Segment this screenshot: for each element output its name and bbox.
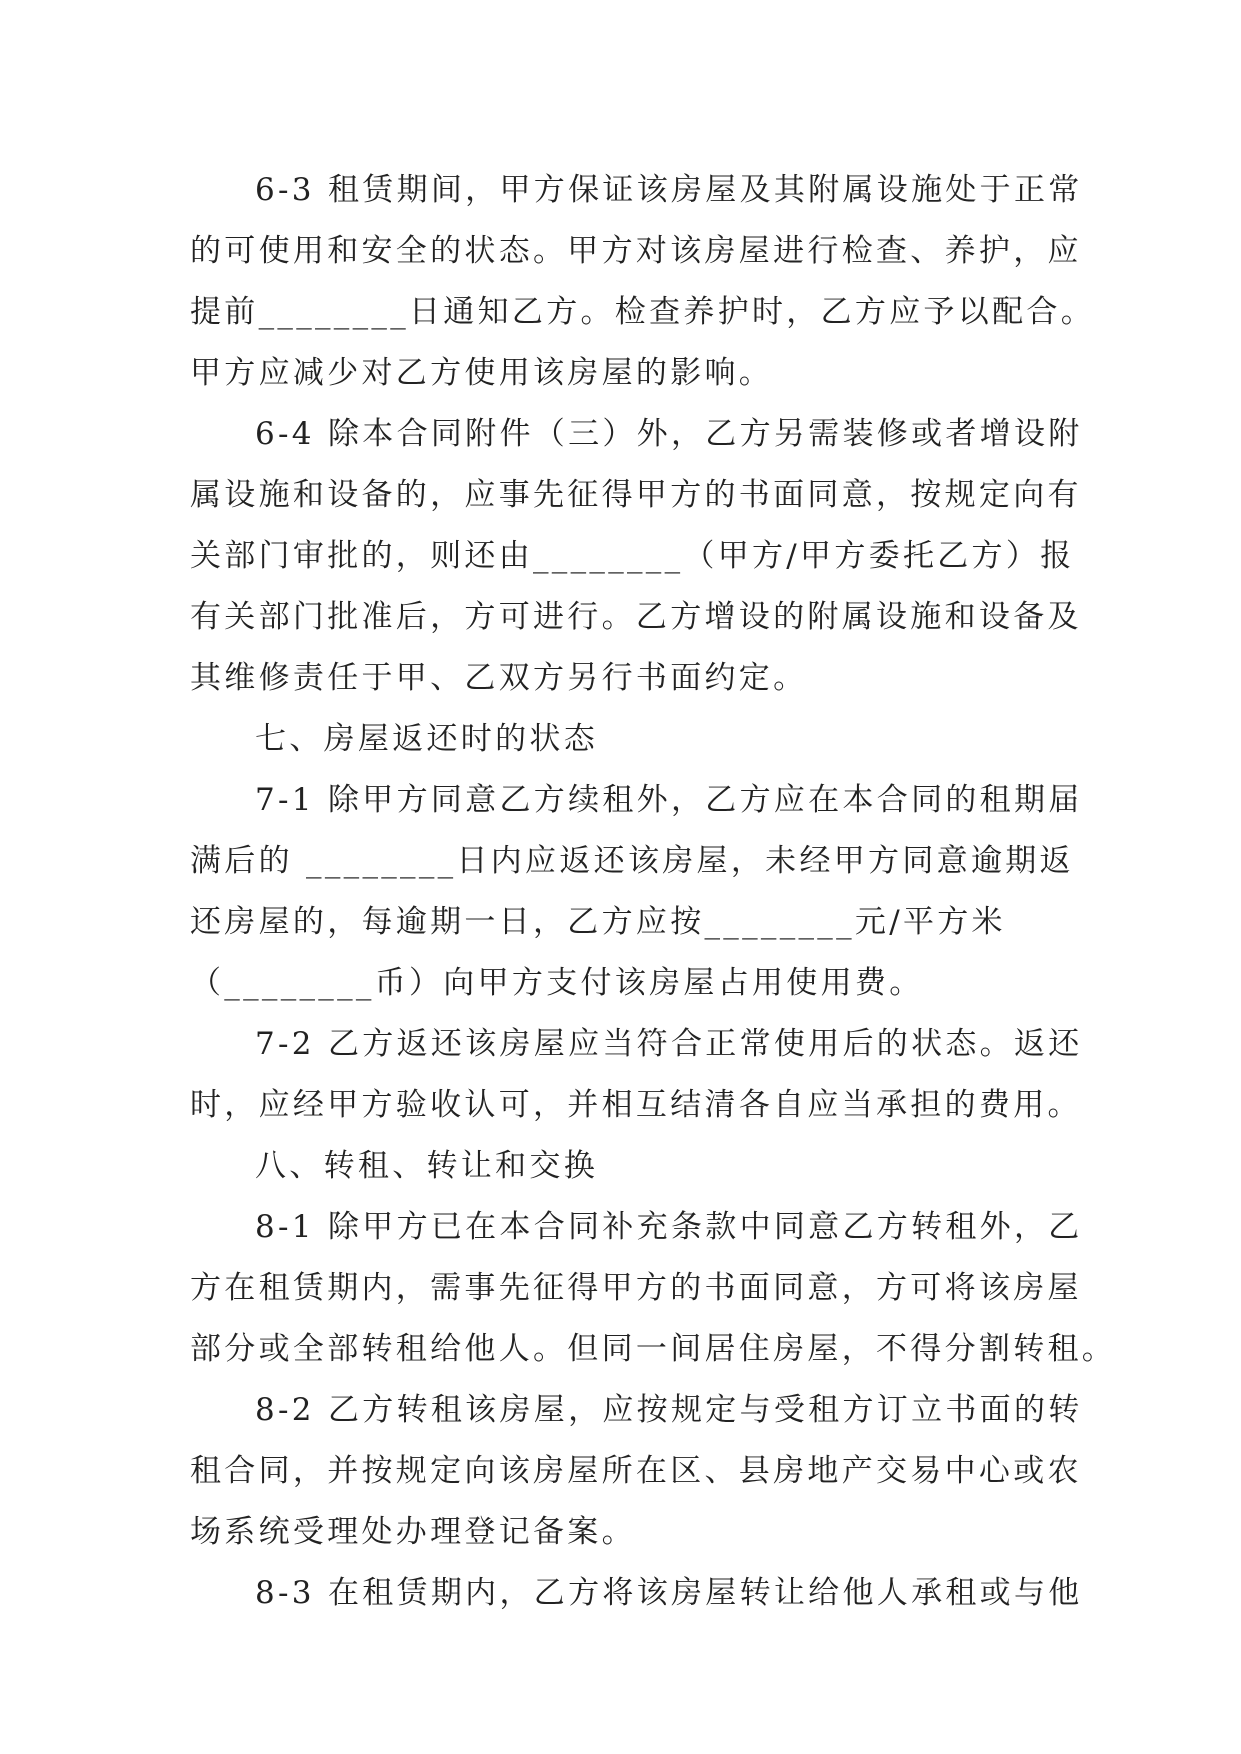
text-line: 有关部门批准后，方可进行。乙方增设的附属设施和设备及 bbox=[190, 599, 1082, 635]
text-line: 关部门审批的，则还由________（甲方/甲方委托乙方）报 bbox=[190, 538, 1075, 574]
text-line: 方在租赁期内，需事先征得甲方的书面同意，方可将该房屋 bbox=[190, 1270, 1082, 1306]
text-line: 甲方应减少对乙方使用该房屋的影响。 bbox=[190, 355, 774, 391]
text-line: 8-1 除甲方已在本合同补充条款中同意乙方转租外，乙 bbox=[255, 1209, 1083, 1245]
text-line: 部分或全部转租给他人。但同一间居住房屋，不得分割转租。 bbox=[190, 1331, 1117, 1367]
text-line: 其维修责任于甲、乙双方另行书面约定。 bbox=[190, 660, 808, 696]
text-line: 七、房屋返还时的状态 bbox=[255, 721, 598, 757]
text-line: 八、转租、转让和交换 bbox=[255, 1148, 598, 1184]
text-line: 8-2 乙方转租该房屋，应按规定与受租方订立书面的转 bbox=[255, 1392, 1083, 1428]
text-line: 7-1 除甲方同意乙方续租外，乙方应在本合同的租期届 bbox=[255, 782, 1083, 818]
text-line: 满后的 ________日内应返还该房屋，未经甲方同意逾期返 bbox=[190, 843, 1074, 879]
text-line: 8-3 在租赁期内，乙方将该房屋转让给他人承租或与他 bbox=[255, 1575, 1083, 1611]
text-line: 7-2 乙方返还该房屋应当符合正常使用后的状态。返还 bbox=[255, 1026, 1083, 1062]
text-line: 租合同，并按规定向该房屋所在区、县房地产交易中心或农 bbox=[190, 1453, 1082, 1489]
text-line: （________币）向甲方支付该房屋占用使用费。 bbox=[190, 965, 924, 1001]
document-body bbox=[190, 160, 1117, 1624]
text-line: 场系统受理处办理登记备案。 bbox=[190, 1514, 636, 1550]
text-line: 属设施和设备的，应事先征得甲方的书面同意，按规定向有 bbox=[190, 477, 1082, 513]
text-line: 提前________日通知乙方。检查养护时，乙方应予以配合。 bbox=[190, 294, 1095, 330]
text-line: 6-3 租赁期间，甲方保证该房屋及其附属设施处于正常 bbox=[255, 172, 1083, 208]
text-line: 还房屋的，每逾期一日，乙方应按________元/平方米 bbox=[190, 904, 1006, 940]
text-line: 的可使用和安全的状态。甲方对该房屋进行检查、养护，应 bbox=[190, 233, 1082, 269]
text-line: 时，应经甲方验收认可，并相互结清各自应当承担的费用。 bbox=[190, 1087, 1082, 1123]
text-line: 6-4 除本合同附件（三）外，乙方另需装修或者增设附 bbox=[255, 416, 1083, 452]
